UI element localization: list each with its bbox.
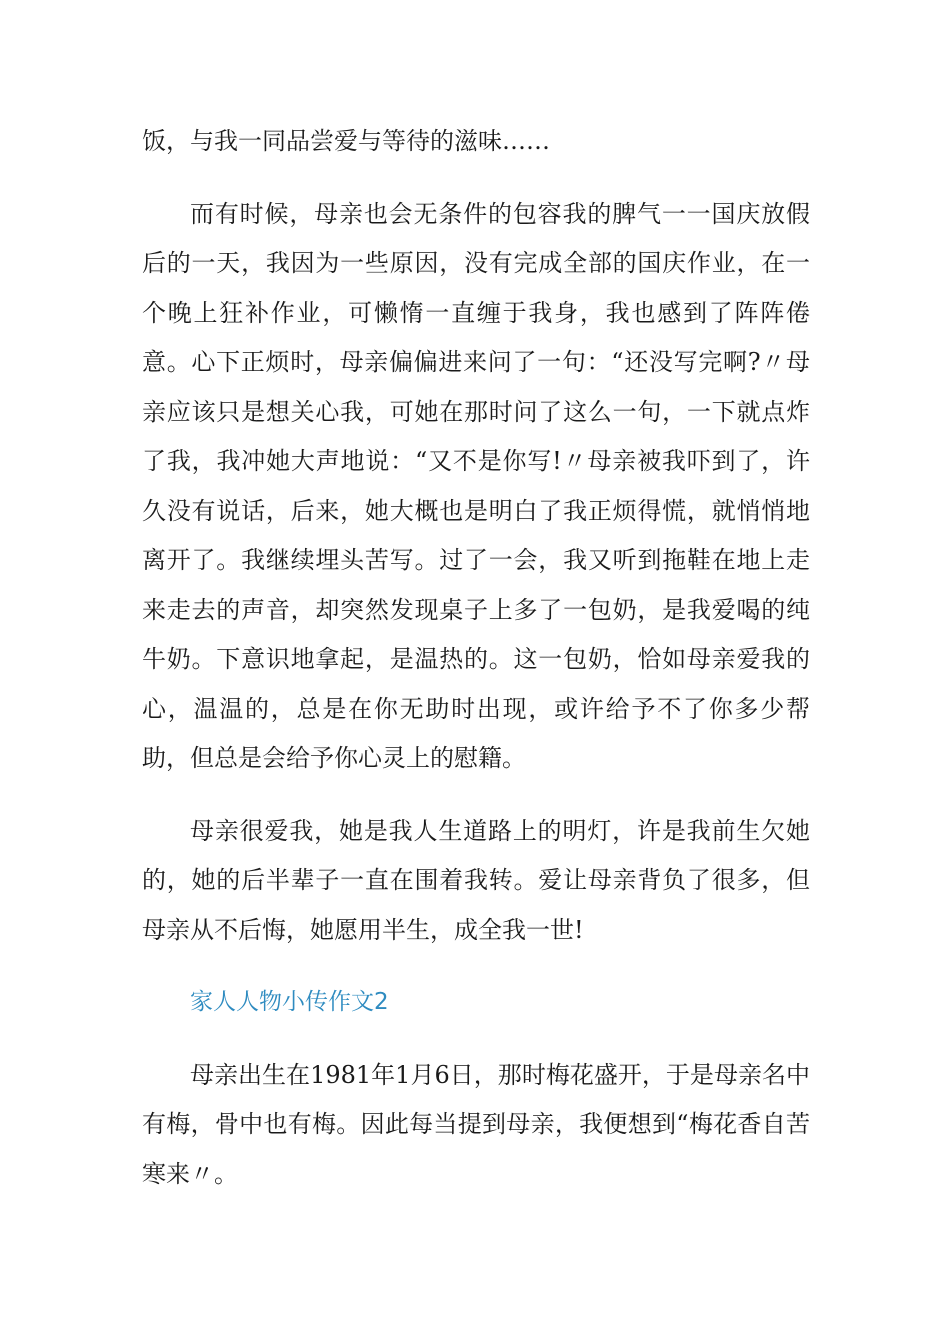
paragraph-milk-story: 而有时候，母亲也会无条件的包容我的脾气一一国庆放假后的一天，我因为一些原因，没有完成全部的国庆作业，在一个晚上狂补作业，可懒惰一直缠于我身，我也感到了阵阵倦意。心下正烦时，母亲偏偏进来问了一句：“还没写完啊?〃母亲应该只是想关心我，可她在那时问了这么一句，一下就点炸了我，我冲她大声地说：“又不是你写!〃母亲被我吓到了，许久没有说话，后来，她大概也是明白了我正烦得慌，就悄悄地离开了。我继续埋头苦写。过了一会，我又听到拖鞋在地上走来走去的声音，却突然发现桌子上多了一包奶，是我爱喝的纯牛奶。下意识地拿起，是温热的。这一包奶，恰如母亲爱我的心，温温的，总是在你无助时出现，或许给予不了你多少帮助，但总是会给予你心灵上的慰籍。 — [142, 199, 810, 772]
document-body — [142, 117, 810, 1222]
paragraph-mother-love: 母亲很爱我，她是我人生道路上的明灯，许是我前生欠她的，她的后半辈子一直在围着我转。爱让母亲背负了很多，但母亲从不后悔，她愿用半生，成全我一世! — [142, 816, 810, 944]
paragraph-continued: 饭，与我一同品尝爱与等待的滋味…… — [142, 127, 550, 155]
section-heading: 家人人物小传作文2 — [190, 989, 389, 1015]
paragraph-mother-birth: 母亲出生在1981年1月6日，那时梅花盛开，于是母亲名中有梅，骨中也有梅。因此每当提到母亲，我便想到“梅花香自苦寒来〃。 — [142, 1060, 810, 1188]
